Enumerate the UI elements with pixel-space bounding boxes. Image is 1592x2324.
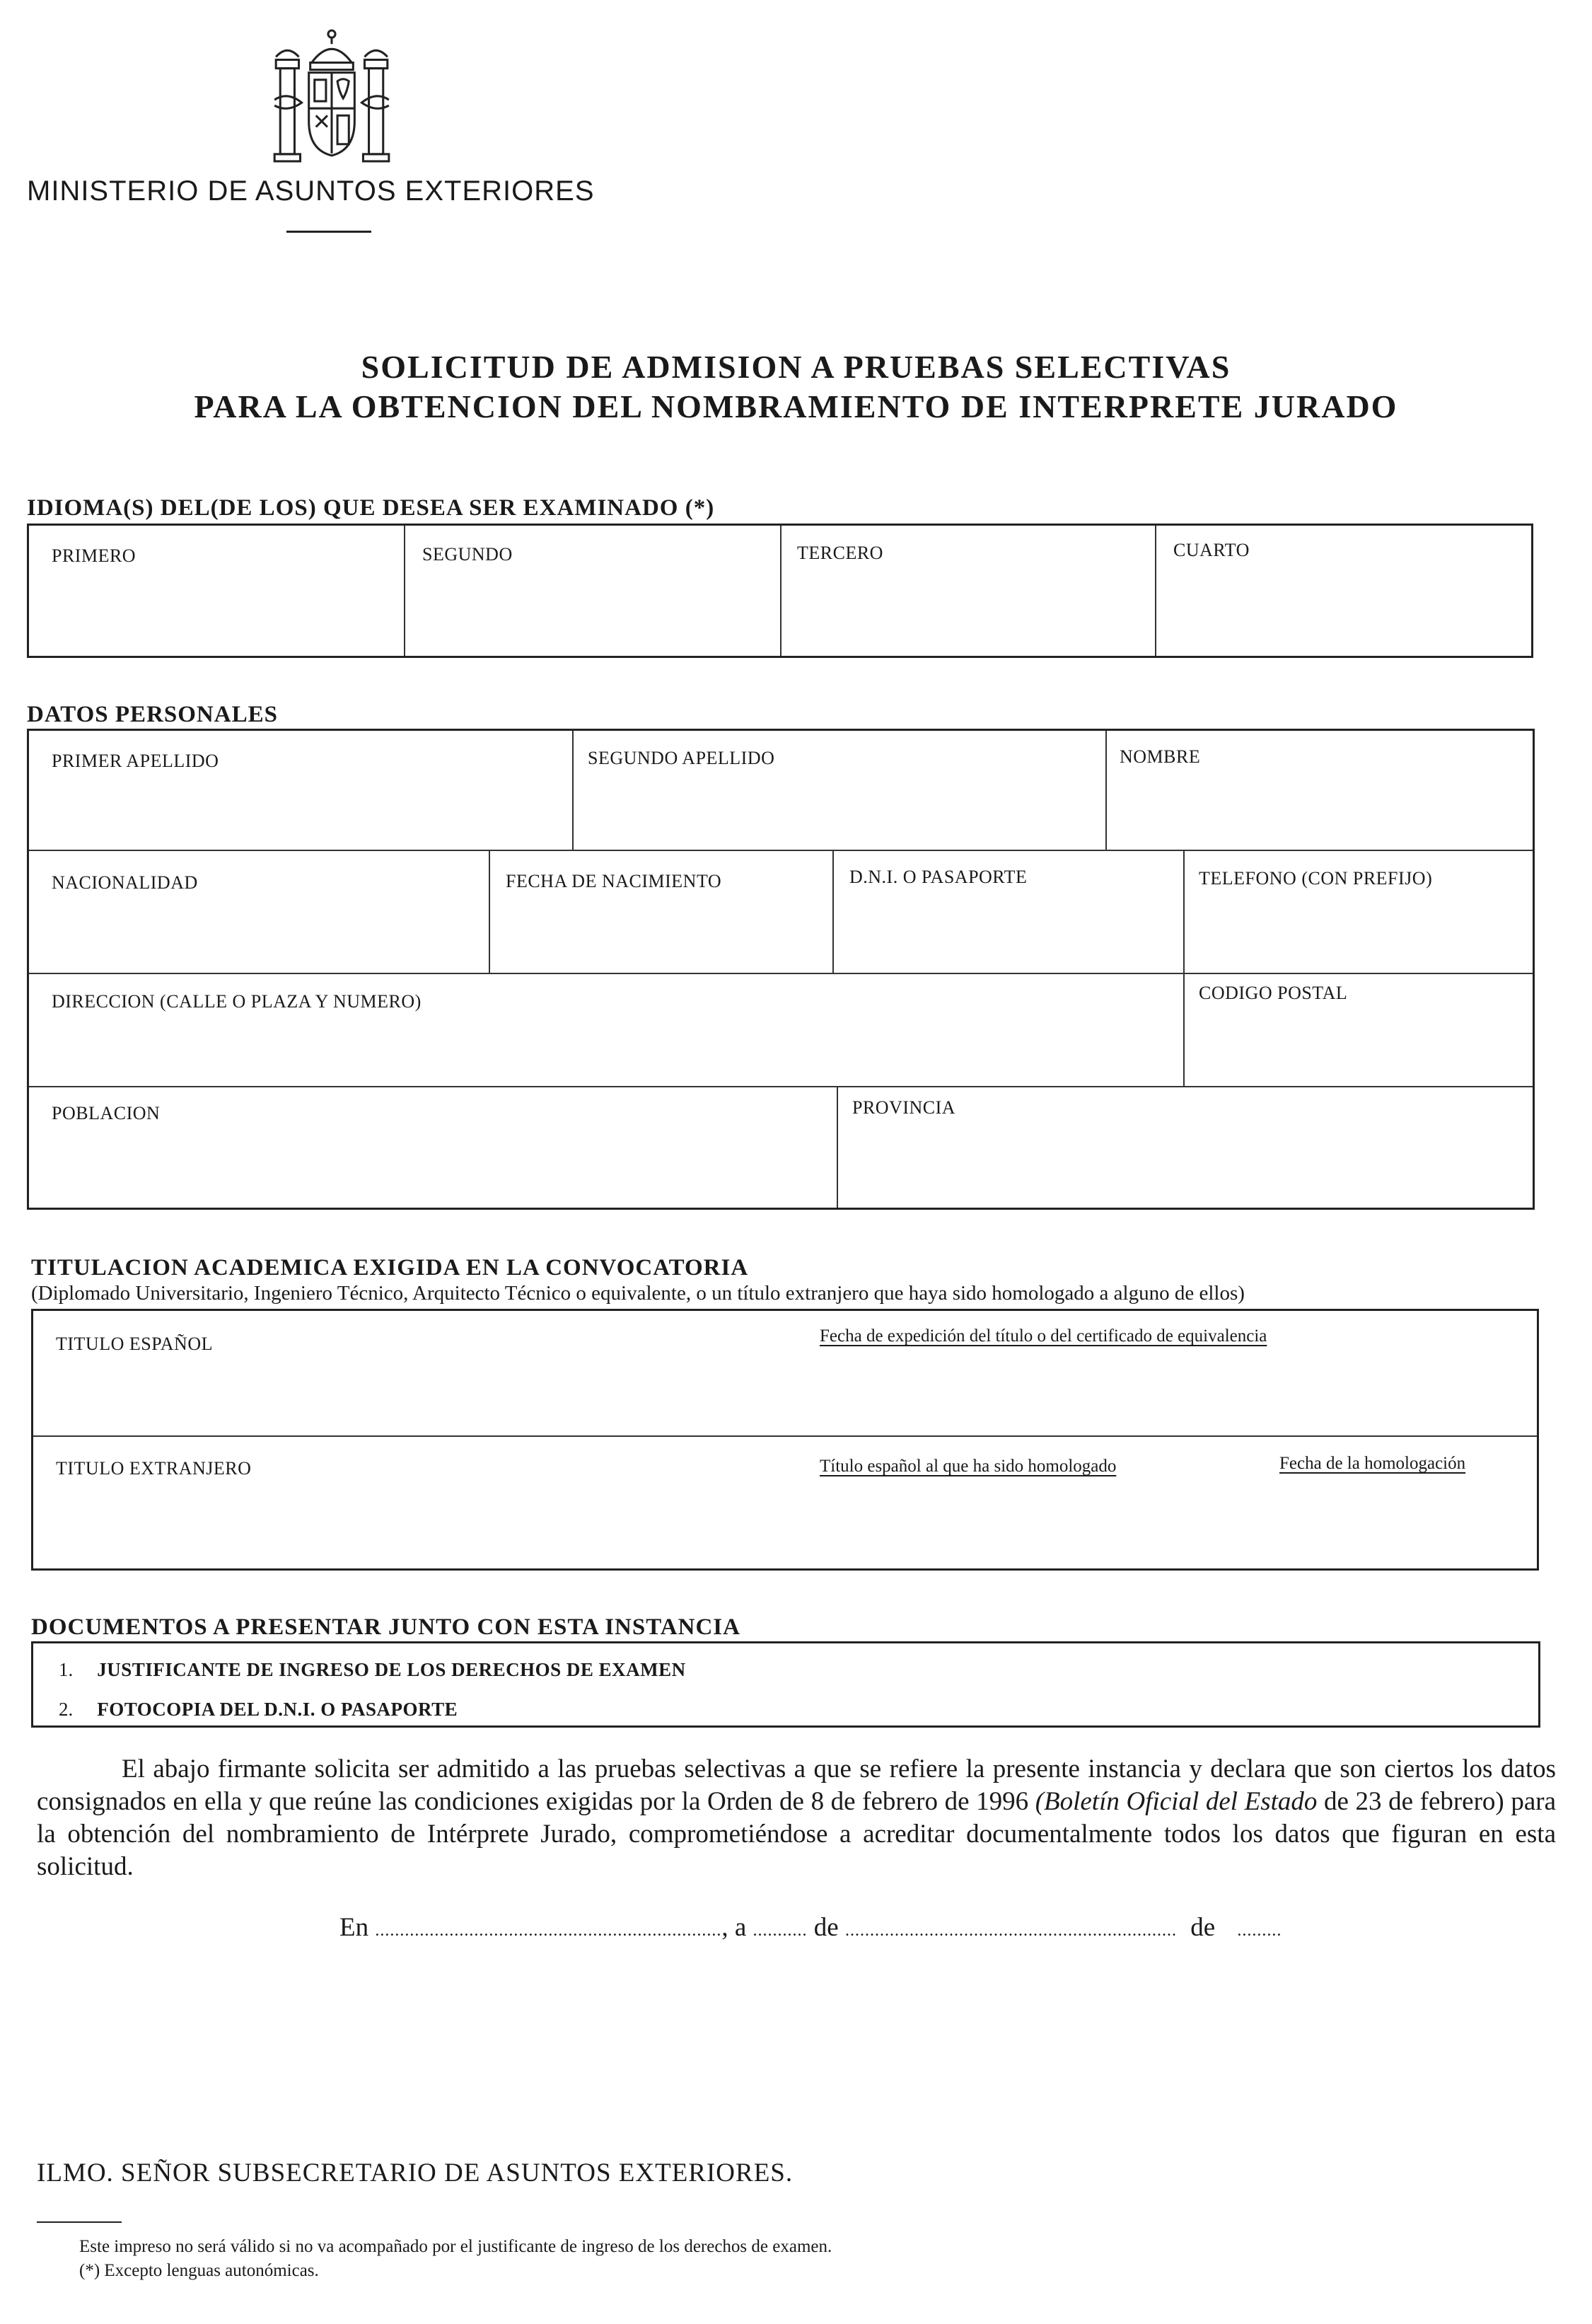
languages-heading: IDIOMA(S) DEL(DE LOS) QUE DESEA SER EXAMINADO (*) (27, 495, 715, 521)
declaration-text-part1: El abajo firmante solicita ser admitido a las pruebas selectivas a que se refiere la presente instancia y declara que son ciertos los datos consignados en ella y que reúne las condiciones exigidas por la Orden de 8 de febrero de 1996 (37, 1754, 1556, 1816)
spanish-title-field[interactable] (33, 1311, 1537, 1435)
qualification-heading: TITULACION ACADEMICA EXIGIDA EN LA CONVOCATORIA (31, 1255, 749, 1280)
foreign-title-label: TITULO EXTRANJERO (56, 1458, 252, 1479)
address-label: DIRECCION (CALLE O PLAZA Y NUMERO) (52, 991, 422, 1012)
personal-box (27, 729, 1535, 1210)
province-field[interactable] (838, 1087, 1531, 1208)
date-de-label: de (813, 1913, 839, 1942)
document-item (59, 1659, 686, 1681)
personal-heading: DATOS PERSONALES (27, 702, 278, 727)
language-third-field[interactable] (782, 526, 1155, 656)
documents-box (31, 1641, 1540, 1728)
documents-heading: DOCUMENTOS A PRESENTAR JUNTO CON ESTA INSTANCIA (31, 1614, 740, 1640)
document-item-number: 1. (59, 1659, 74, 1680)
coat-of-arms-emblem (267, 28, 396, 164)
qualification-subheading: (Diplomado Universitario, Ingeniero Técnico, Arquitecto Técnico o equivalente, o un título extranjero que haya sido homologado a alguno de ellos) (31, 1282, 1245, 1305)
date-en-label: En (339, 1913, 369, 1942)
name-field[interactable] (1107, 731, 1531, 850)
second-surname-label: SEGUNDO APELLIDO (588, 748, 775, 768)
language-second-field[interactable] (405, 526, 780, 656)
form-title-line1: SOLICITUD DE ADMISION A PRUEBAS SELECTIVAS (361, 349, 1231, 385)
year-input[interactable]: ......... (1237, 1921, 1282, 1940)
date-a-label: , a (721, 1913, 747, 1942)
name-label: NOMBRE (1120, 746, 1201, 767)
first-surname-label: PRIMER APELLIDO (52, 751, 219, 771)
phone-field[interactable] (1185, 851, 1531, 973)
qualification-box (31, 1309, 1539, 1571)
document-item-text: JUSTIFICANTE DE INGRESO DE LOS DERECHOS DE EXAMEN (97, 1659, 686, 1680)
declaration-text-part2: de 23 de febrero) para la obtención del nombramiento de Intérprete Jurado, comprometiéndose a acreditar documentalmente todos los datos que figuran en esta solicitud. (37, 1787, 1557, 1881)
month-input[interactable]: ................................................................... (844, 1921, 1177, 1940)
document-item-number: 2. (59, 1699, 74, 1720)
id-document-label: D.N.I. O PASAPORTE (849, 867, 1028, 887)
language-first-field[interactable] (29, 526, 404, 656)
postal-code-field[interactable] (1185, 974, 1531, 1086)
address-field[interactable] (29, 974, 1183, 1086)
document-item (59, 1699, 458, 1721)
id-document-field[interactable] (834, 851, 1183, 973)
province-label: PROVINCIA (852, 1097, 956, 1118)
date-place-line (339, 1912, 1282, 1943)
town-field[interactable] (29, 1087, 837, 1208)
foreign-title-field[interactable] (33, 1437, 1537, 1568)
declaration-paragraph (37, 1753, 1556, 1883)
nationality-label: NACIONALIDAD (52, 872, 198, 893)
place-input[interactable]: ...................................................................... (375, 1921, 722, 1940)
footnote-rule (37, 2221, 122, 2223)
spanish-title-label: TITULO ESPAÑOL (56, 1334, 213, 1354)
ministry-name: MINISTERIO DE ASUNTOS EXTERIORES (27, 175, 595, 207)
phone-label: TELEFONO (CON PREFIJO) (1199, 868, 1433, 889)
footnote-languages: (*) Excepto lenguas autonómicas. (79, 2261, 319, 2280)
homologation-date-label: Fecha de la homologación (1279, 1454, 1466, 1473)
day-input[interactable]: ........... (753, 1921, 808, 1940)
language-second-label: SEGUNDO (422, 544, 513, 565)
declaration-text-italic: (Boletín Oficial del Estado (1035, 1787, 1318, 1816)
language-first-label: PRIMERO (52, 545, 136, 566)
language-fourth-field[interactable] (1156, 526, 1531, 656)
second-surname-field[interactable] (574, 731, 1105, 850)
birth-date-label: FECHA DE NACIMIENTO (506, 871, 722, 891)
spanish-title-date-label: Fecha de expedición del título o del certificado de equivalencia (820, 1326, 1267, 1346)
nationality-field[interactable] (29, 851, 489, 973)
first-surname-field[interactable] (29, 731, 572, 850)
postal-code-label: CODIGO POSTAL (1199, 983, 1348, 1003)
languages-box (27, 524, 1533, 658)
birth-date-field[interactable] (490, 851, 832, 973)
language-fourth-label: CUARTO (1173, 540, 1250, 560)
form-title-line2: PARA LA OBTENCION DEL NOMBRAMIENTO DE INTERPRETE JURADO (194, 388, 1398, 424)
document-item-text: FOTOCOPIA DEL D.N.I. O PASAPORTE (97, 1699, 458, 1720)
homologated-title-label: Título español al que ha sido homologado (820, 1457, 1117, 1476)
ministry-underline (286, 231, 371, 233)
town-label: POBLACION (52, 1103, 161, 1123)
footnote-validity: Este impreso no será válido si no va acompañado por el justificante de ingreso de los derechos de examen. (79, 2237, 832, 2256)
addressee: ILMO. SEÑOR SUBSECRETARIO DE ASUNTOS EXTERIORES. (37, 2158, 794, 2187)
date-de-label: de (1190, 1913, 1216, 1942)
language-third-label: TERCERO (797, 543, 883, 563)
